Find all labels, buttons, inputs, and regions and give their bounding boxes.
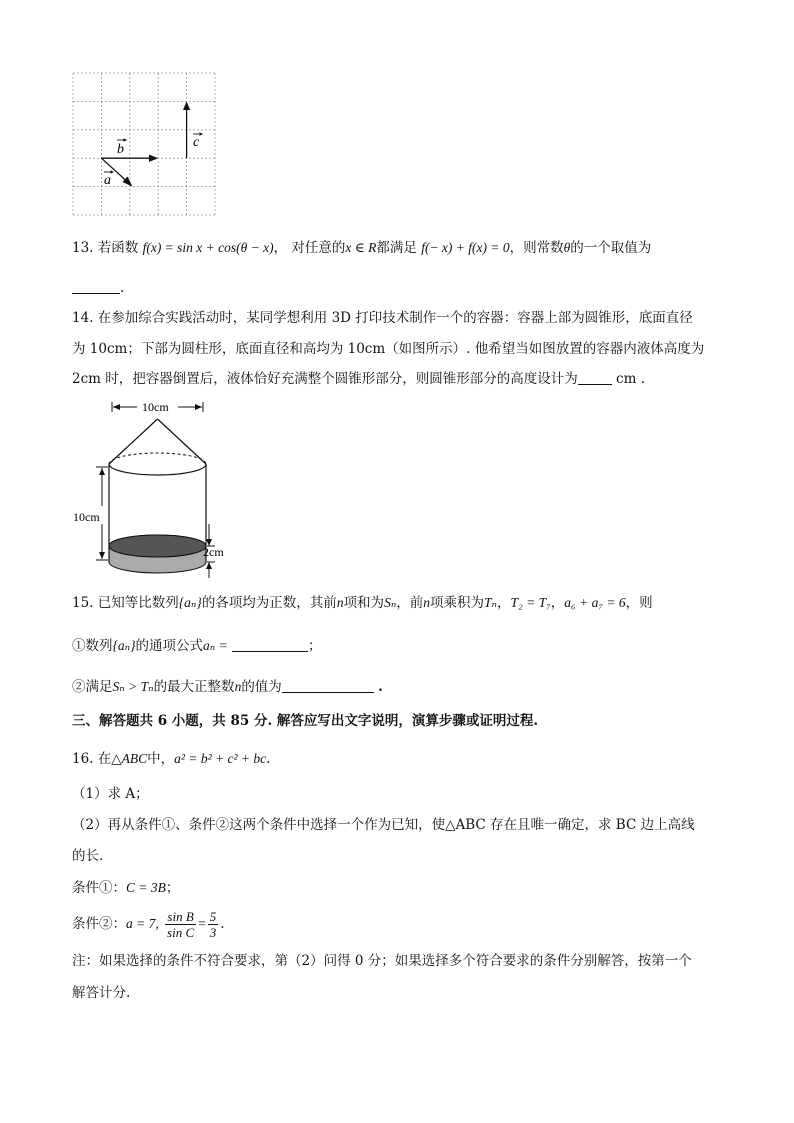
general-term: aₙ =	[203, 638, 228, 653]
triangle-ABC: △ABC	[111, 751, 148, 766]
question-16-line-1	[72, 749, 270, 769]
question-15-text: 的最大正整数	[153, 679, 235, 695]
condition-tail: ；	[165, 880, 180, 896]
question-14-number: 14.	[72, 310, 94, 326]
question-14-line-2	[72, 339, 704, 359]
question-16-text: 中，	[147, 751, 175, 767]
question-15-part-2	[72, 677, 383, 697]
variable-n: n	[336, 595, 344, 610]
question-15-text: ②满足	[72, 679, 113, 695]
variable-n: n	[423, 595, 431, 610]
right-dimension-label: 2cm	[203, 545, 224, 559]
five-thirds-fraction: $\frac{5}{3}$	[209, 909, 217, 940]
question-14-line-1	[72, 308, 693, 328]
question-16-condition-2	[72, 904, 225, 944]
question-16-text: 在	[97, 751, 112, 767]
left-dimension-label: 10cm	[73, 510, 100, 524]
answer-blank[interactable]	[578, 370, 612, 385]
question-15-text: ；	[308, 638, 322, 654]
question-13-text: 若函数	[97, 240, 139, 256]
question-14-unit: cm .	[616, 371, 645, 387]
question-16-part-2-line-2: 的长.	[72, 848, 104, 864]
question-16-note-line-2: 解答计分.	[72, 985, 131, 1001]
question-15-text: 项乘积为	[430, 595, 485, 611]
question-15-text: 的各项均为正数，其前	[201, 595, 337, 611]
question-16-note-line-1: 注：如果选择的条件不符合要求，第（2）问得 0 分；如果选择多个符合要求的条件分别解答，按第一个	[72, 953, 692, 969]
section-3-heading: 三、解答题共 6 小题，共 85 分. 解答应写出文字说明，演算步骤或证明过程.	[72, 713, 539, 729]
condition-a6-a7: a₆ + a₇ = 6	[564, 595, 626, 610]
question-15-text: 已知等比数列	[97, 595, 179, 611]
sequence-a-n: {aₙ}	[178, 595, 202, 610]
question-16-text: .	[266, 751, 271, 767]
container-figure	[72, 398, 242, 580]
question-15-tail: .	[378, 679, 383, 695]
answer-blank[interactable]	[232, 637, 308, 652]
question-13-equation: f(− x) + f(x) = 0	[421, 240, 510, 255]
question-16-equation: a² = b² + c² + bc	[174, 751, 267, 766]
question-15-part-1	[72, 636, 322, 656]
question-16-part-2-line-1: （2）再从条件①、条件②这两个条件中选择一个作为已知，使△ABC 存在且唯一确定，求 BC 边上高线	[72, 817, 695, 833]
question-14-text: 为 10cm；下部为圆柱形，底面直径和高均为 10cm（如图所示）. 他希望当如图放置的容器内液体高度为	[72, 341, 705, 357]
vector-b-label: b	[117, 142, 124, 157]
question-13-text: ，则常数	[509, 240, 564, 256]
question-15-number: 15.	[72, 595, 94, 611]
question-13-function: f(x) = sin x + cos(θ − x)	[142, 240, 274, 255]
variable-n: n	[234, 679, 242, 694]
question-13-number: 13.	[72, 240, 94, 256]
question-15-line-1: 15. 已知等比数列{aₙ}的各项均为正数，其前n项和为Sₙ，前n项乘积为Tₙ，T₂ = T₇，a₆ + a₇ = 6，则	[72, 595, 653, 611]
sequence-a-n: {aₙ}	[112, 638, 136, 653]
inequality-S-T: Sₙ > Tₙ	[112, 679, 154, 694]
question-14-line-3	[72, 369, 645, 389]
question-15-text: 的值为	[241, 679, 282, 695]
answer-blank[interactable]	[282, 678, 374, 693]
question-15-text: ①数列	[72, 638, 113, 654]
question-13-text: ， 对任意的	[273, 240, 346, 256]
question-15-text: 项和为	[343, 595, 385, 611]
variable-S-n: Sₙ	[384, 595, 397, 610]
question-16-part-1: （1）求 A；	[72, 786, 149, 802]
vector-a-label: a	[104, 173, 111, 188]
question-13-line	[72, 238, 651, 258]
question-13-answer-line	[72, 278, 124, 298]
question-14-text: 2cm 时，把容器倒置后，液体恰好充满整个圆锥形部分，则圆锥形部分的高度设计为	[72, 371, 578, 387]
question-15-text: ，则	[625, 595, 653, 611]
question-13-text: 都满足	[376, 240, 417, 256]
condition-tail: .	[220, 916, 225, 932]
vector-c-label: c	[193, 135, 200, 150]
answer-blank[interactable]	[72, 279, 120, 294]
variable-T-n: Tₙ	[484, 595, 498, 610]
equals-sign: =	[198, 916, 206, 931]
sin-ratio-fraction: $\frac{\text{sin B}}{\text{sin C}}$	[167, 909, 195, 940]
vector-grid-figure	[72, 72, 220, 218]
question-16-condition-1	[72, 878, 179, 898]
question-13-theta: θ	[563, 240, 571, 255]
question-15-text: 的通项公式	[135, 638, 204, 654]
question-13-domain: x ∈ R	[345, 240, 377, 255]
condition-label: 条件②：	[72, 916, 126, 932]
question-13-text: 的一个取值为	[570, 240, 652, 256]
condition-label: 条件①：	[72, 880, 126, 896]
top-dimension-label: 10cm	[142, 400, 169, 414]
question-14-text: 在参加综合实践活动时，某同学想利用 3D 打印技术制作一个的容器：容器上部为圆锥形，底面直径	[97, 310, 693, 326]
question-15-text: ，前	[396, 595, 424, 611]
question-13-tail: .	[120, 280, 125, 296]
condition-T2-T7: T₂ = T₇	[510, 595, 551, 610]
condition-1-equation: C = 3B	[126, 880, 166, 895]
condition-2-a: a = 7,	[126, 916, 159, 931]
question-16-number: 16.	[72, 751, 94, 767]
